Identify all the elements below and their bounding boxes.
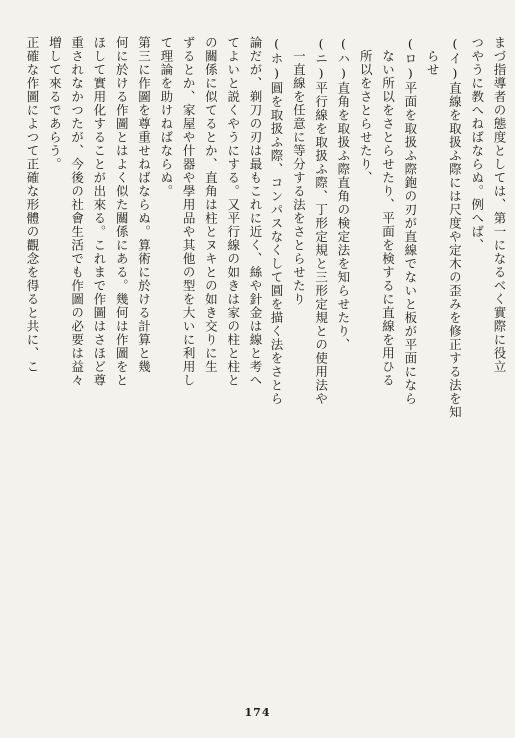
text-line: 論だが、剃刀の刃は最もこれに近く、絲や針金は線と考へ [248,36,263,387]
text-line: 第三に作圖を尊重せねばならぬ。算術に於ける計算と幾 [136,36,152,374]
text-line: 正確な作圖によつて正確な形體の觀念を得ると共に、こ [25,36,41,374]
text-line: 増して來るであらう。 [47,36,63,171]
text-line: ない所以をさとらせたり、平面を検するに直線を用ひる [380,36,396,387]
text-line: て理論を助けねばならぬ。 [158,36,174,198]
text-line: てよいと説くやうにする。又平行線の如きは家の柱と柱と [225,36,241,387]
text-line: 重されなかつたが、今後の社會生活でも作圖の必要は益々 [69,36,85,387]
page-number: 174 [244,706,271,719]
text-line: (イ)直線を取扱ふ際には尺度や定木の歪みを修正する法を知 [447,36,463,419]
text-line: 一直線を任意に等分する法をさとらせたり [291,36,307,306]
text-line: の關係に似てるとか、直角は柱とヌキとの如き交りに生 [203,36,219,374]
text-column-right [262,36,510,676]
text-line: つやうに教へねばならぬ。例へば、 [469,36,485,252]
text-line: (ハ)直角を取扱ふ際直角の検定法を知らせたり、 [335,36,351,352]
text-line: (ニ)平行線を取扱ふ際、丁形定規と三形定規との使用法や [313,36,329,406]
text-line: まづ指導者の態度としては、第一になるべく實際に役立 [492,36,507,374]
text-line: ずるとか、家屋や什器や學用品や其他の型を大いに利用し [181,36,197,387]
text-line: (ホ)圓を取扱ふ際、コンパスなくして圓を描く法をさとら [269,36,285,406]
text-line [18,36,21,676]
text-line: 何に於ける作圖とはよく似た關係にある。幾何は作圖をと [114,36,130,387]
text-line: 所以をさとらせたり、 [358,36,374,185]
text-line: (ロ)平面を取扱ふ際鉋の刃が直線でないと板が平面になら [402,36,418,406]
text-line: らせ [425,36,441,77]
text-column-left [18,36,266,676]
text-line: ほして實用化することが出來る。これまで作圖はさほど尊 [91,36,107,387]
